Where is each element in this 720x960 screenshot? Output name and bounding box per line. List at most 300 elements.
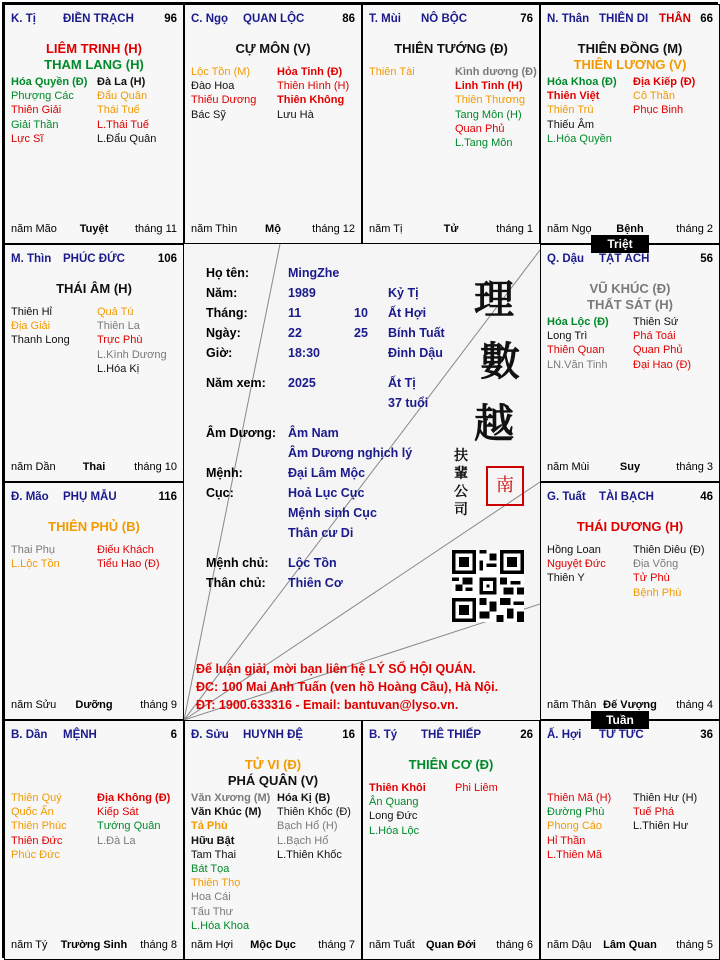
qr-code-icon[interactable] [452, 550, 524, 622]
day-label: Ngày: [206, 326, 241, 340]
minor-star: Tấu Thư [191, 905, 234, 918]
palace-name: THIÊN DI [599, 13, 649, 25]
minor-star: Thiên Hình (H) [277, 80, 350, 93]
main-star: THIÊN PHỦ (B) [48, 519, 140, 534]
minor-star: Văn Khúc (M) [191, 806, 262, 819]
minor-star: Thiên Phúc [11, 820, 67, 833]
minor-stars-left [547, 791, 611, 862]
month-canchi: Ất Hợi [388, 306, 427, 320]
minor-star: L.Bạch Hổ [277, 834, 329, 847]
main-star: TỬ VI (Đ) [244, 757, 302, 772]
palace-branch: G. Tuất [547, 491, 586, 503]
main-stars [185, 41, 361, 57]
palace-branch: K. Tị [11, 13, 36, 25]
minor-star: Thiên La [97, 320, 140, 333]
palace-header [11, 253, 177, 267]
footer-year: năm Thìn [191, 223, 238, 235]
palace-ty [4, 4, 184, 244]
palace-dan [4, 720, 184, 960]
red-seal-stamp: 南 [486, 466, 524, 506]
palace-footer [11, 699, 177, 713]
footer-stage: Mộc Dục [250, 939, 296, 951]
minor-star: Thiếu Dương [191, 94, 257, 107]
minor-stars-right [633, 315, 691, 372]
minor-star: L.Thái Tuế [97, 118, 149, 131]
minor-stars-left [369, 65, 415, 79]
palace-name: TÀI BẠCH [599, 491, 654, 503]
minor-star: Tiểu Hao (Đ) [97, 558, 160, 571]
minor-stars-left [11, 75, 87, 146]
minor-star: Điếu Khách [97, 544, 154, 556]
palace-header [547, 491, 713, 505]
main-stars [541, 519, 719, 535]
age-value: 37 tuổi [388, 396, 429, 410]
minor-star: Hữu Bật [191, 834, 235, 847]
palace-number: 86 [342, 13, 355, 25]
main-stars [541, 281, 719, 313]
palace-header [369, 729, 533, 743]
month-label: Tháng: [206, 306, 248, 320]
menhchu-label: Mệnh chủ: [206, 556, 269, 570]
minor-star: Tam Thai [191, 848, 237, 861]
main-star: PHÁ QUÂN (V) [227, 773, 319, 788]
palace-footer [547, 461, 713, 475]
calligraphy-char-1: 理 [474, 276, 514, 323]
minor-star: Hoa Cái [191, 891, 231, 904]
minor-star: Thai Phụ [11, 544, 56, 556]
palace-ti [362, 720, 540, 960]
year-canchi: Kỷ Tị [388, 286, 419, 300]
contact-line-1: Để luận giải, mời bạn liên hệ LÝ SỐ HỘI QUÁN. [196, 662, 476, 676]
footer-month: tháng 4 [676, 699, 713, 711]
footer-year: năm Mùi [547, 461, 590, 473]
minor-star: Địa Võng [633, 558, 679, 571]
month-lunar: 10 [354, 306, 368, 320]
footer-stage: Thai [82, 461, 106, 473]
minor-star: Đào Hoa [191, 80, 235, 93]
contact-line-3: ĐT: 1900.633316 - Email: bantuvan@lyso.vn. [196, 698, 459, 712]
footer-stage: Dưỡng [75, 699, 113, 711]
minor-star: Đà La (H) [97, 76, 146, 88]
palace-footer [11, 939, 177, 953]
minor-star: Nguyệt Đức [547, 558, 606, 571]
minor-star: Địa Giải [11, 320, 51, 333]
minor-star: Lực Sĩ [11, 132, 44, 145]
minor-star: Quả Tú [97, 306, 134, 318]
minor-star: Thiên Trù [547, 104, 594, 117]
minor-star: LN.Văn Tinh [547, 358, 608, 371]
month-value: 11 [288, 306, 302, 320]
minor-stars-left [11, 305, 70, 348]
palace-footer [369, 223, 533, 237]
palace-number: 56 [700, 253, 713, 265]
minor-star: Thiên Quan [547, 344, 605, 357]
minor-star: Thiên Y [547, 572, 585, 585]
palace-footer [191, 223, 355, 237]
palace-number: 76 [520, 13, 533, 25]
minor-star: Hóa Lộc (Đ) [547, 316, 609, 328]
minor-star: Tang Môn (H) [455, 108, 522, 121]
palace-branch: C. Ngọ [191, 13, 229, 25]
minor-stars-right [277, 791, 351, 862]
main-star: THIÊN LƯƠNG (V) [573, 57, 687, 72]
hour-canchi: Đinh Dậu [388, 346, 443, 360]
palace-footer [11, 223, 177, 237]
minor-star: Thái Tuế [97, 104, 140, 117]
palace-footer [369, 939, 533, 953]
minor-stars-left [11, 791, 67, 862]
minor-star: Thiên Sứ [633, 316, 679, 328]
minor-stars-right [633, 543, 705, 600]
minor-stars-right [97, 543, 160, 571]
than-position: Thân cư Di [288, 526, 354, 540]
palace-header [191, 13, 355, 27]
minor-star: L.Đẩu Quân [97, 132, 157, 145]
minor-stars-right [633, 75, 695, 118]
minor-star: Phong Cáo [547, 820, 603, 833]
footer-stage: Tử [443, 223, 459, 235]
palace-branch: T. Mùi [369, 13, 401, 25]
palace-number: 46 [700, 491, 713, 503]
calligraphy-small-2: 輩 [454, 466, 468, 482]
minor-star: Thiên Mã (H) [547, 792, 612, 804]
minor-star: Hồng Loan [547, 544, 601, 556]
minor-star: Long Trì [547, 330, 588, 343]
footer-month: tháng 7 [318, 939, 355, 951]
minor-star: Kiếp Sát [97, 806, 139, 819]
minor-stars-left [547, 543, 606, 586]
minor-star: L.Hóa Kị [97, 362, 140, 375]
minor-stars-right [277, 65, 349, 122]
minor-star: Bệnh Phù [633, 586, 682, 599]
amduong-label: Âm Dương: [206, 426, 277, 440]
minor-star: L.Đà La [97, 834, 136, 847]
footer-stage: Suy [619, 461, 641, 473]
footer-year: năm Hợi [191, 939, 234, 951]
minor-star: Thiên Quý [11, 792, 62, 804]
palace-number: 116 [158, 491, 177, 503]
minor-star: Lưu Hà [277, 108, 314, 121]
minor-star: Hóa Quyền (Đ) [11, 76, 88, 88]
footer-stage: Tuyệt [79, 223, 109, 235]
thanchu-label: Thân chủ: [206, 576, 266, 590]
minor-stars-left [369, 781, 426, 838]
palace-header [547, 729, 713, 743]
minor-star: Thiên Không [277, 94, 345, 107]
minor-star: Phượng Các [11, 90, 74, 103]
minor-star: Văn Xương (M) [191, 792, 271, 804]
tuan-marker: Tuần [591, 711, 649, 729]
minor-star: Phá Toái [633, 330, 676, 343]
menhchu-value: Lộc Tồn [288, 556, 337, 570]
minor-star: Tả Phù [191, 820, 228, 833]
main-star: THIÊN TƯỚNG (Đ) [394, 41, 508, 56]
main-star: THIÊN ĐỒNG (M) [577, 41, 683, 56]
menh-label: Mệnh: [206, 466, 243, 480]
main-stars [363, 41, 539, 57]
minor-star: Lộc Tồn (M) [191, 66, 251, 78]
footer-year: năm Tuất [369, 939, 415, 951]
minor-star: L.Thiên Hư [633, 820, 689, 833]
palace-branch: M. Thìn [11, 253, 52, 265]
palace-branch: B. Dần [11, 729, 48, 741]
footer-stage: Trường Sinh [60, 939, 128, 951]
minor-stars-right [455, 781, 498, 795]
footer-month: tháng 11 [134, 223, 177, 235]
minor-star: Hóa Khoa (Đ) [547, 76, 617, 88]
palace-header [11, 729, 177, 743]
minor-star: Trực Phù [97, 334, 143, 347]
palace-name: HUYNH ĐỆ [243, 729, 304, 741]
minor-star: Đẩu Quân [97, 90, 148, 103]
main-stars [185, 757, 361, 789]
palace-branch: B. Tý [369, 729, 398, 741]
view-year-canchi: Ất Tị [388, 376, 416, 390]
amduong-value: Âm Nam [288, 426, 339, 440]
footer-month: tháng 6 [496, 939, 533, 951]
footer-month: tháng 3 [676, 461, 713, 473]
calligraphy-small-1: 扶 [454, 448, 468, 464]
footer-year: năm Dậu [547, 939, 592, 951]
main-star: THÁI ÂM (H) [56, 281, 132, 296]
palace-branch: Ấ. Hợi [547, 729, 582, 741]
day-canchi: Bính Tuất [388, 326, 445, 340]
minor-star: Tử Phù [633, 572, 670, 585]
footer-stage: Bệnh [616, 223, 644, 235]
main-star: THÁI DƯƠNG (H) [576, 519, 684, 534]
minor-stars-right [455, 65, 537, 150]
cuc-relation: Mệnh sinh Cục [288, 506, 377, 520]
footer-month: tháng 12 [312, 223, 355, 235]
palace-header [11, 13, 177, 27]
minor-star: Hỏa Tinh (Đ) [277, 66, 343, 78]
footer-month: tháng 8 [140, 939, 177, 951]
cuc-label: Cục: [206, 486, 234, 500]
palace-name: TẬT ÁCH [599, 253, 650, 265]
palace-header [191, 729, 355, 743]
palace-mao [4, 482, 184, 720]
palace-number: 96 [164, 13, 177, 25]
minor-star: Đại Hao (Đ) [633, 358, 692, 371]
minor-star: L.Lộc Tồn [11, 558, 60, 571]
calligraphy-small-3: 公 [454, 484, 468, 500]
minor-star: Bác Sỹ [191, 108, 226, 121]
minor-star: Quan Phủ [455, 122, 505, 135]
palace-branch: Q. Dậu [547, 253, 585, 265]
minor-stars-left [547, 315, 609, 372]
palace-hoi [540, 720, 720, 960]
minor-stars-right [633, 791, 697, 834]
palace-number: 106 [157, 253, 177, 265]
minor-star: Thiên Việt [547, 90, 600, 103]
main-star: THẤT SÁT (H) [587, 297, 673, 312]
tuvi-chart [2, 2, 718, 958]
palace-name: PHỤ MẪU [63, 491, 117, 503]
minor-star: Tướng Quân [97, 820, 161, 833]
minor-star: Thiên Giải [11, 104, 62, 117]
minor-stars-left [191, 65, 256, 122]
view-year-label: Năm xem: [206, 376, 266, 390]
palace-name: NÔ BỘC [421, 13, 467, 25]
name-value: MingZhe [288, 266, 340, 280]
footer-year: năm Ngọ [547, 223, 592, 235]
calligraphy-small-4: 司 [454, 502, 468, 518]
minor-stars-right [97, 791, 170, 848]
palace-tuat [540, 482, 720, 720]
main-stars [363, 757, 539, 773]
main-stars [5, 41, 183, 73]
main-star: CỰ MÔN (V) [235, 41, 311, 56]
palace-name: TỬ TỨC [599, 729, 644, 741]
palace-header [369, 13, 533, 27]
minor-star: L.Tang Môn [455, 136, 513, 149]
minor-star: Linh Tinh (H) [455, 80, 523, 93]
minor-star: L.Thiên Khốc [277, 848, 342, 861]
palace-footer [191, 939, 355, 953]
view-year-value: 2025 [288, 376, 316, 390]
minor-star: Địa Không (Đ) [97, 792, 171, 804]
day-lunar: 25 [354, 326, 368, 340]
minor-star: Thiên Khôi [369, 782, 426, 794]
minor-star: Hóa Kị (B) [277, 792, 331, 804]
palace-dau [540, 244, 720, 482]
palace-branch: Đ. Mão [11, 491, 49, 503]
minor-star: L.Hóa Lộc [369, 824, 420, 837]
minor-star: Thiếu Âm [547, 118, 595, 131]
minor-star: L.Kình Dương [97, 348, 167, 361]
footer-month: tháng 5 [676, 939, 713, 951]
main-star: VŨ KHÚC (Đ) [589, 281, 671, 296]
palace-branch: Đ. Sửu [191, 729, 229, 741]
palace-header [11, 491, 177, 505]
minor-star: Thiên Hư (H) [633, 792, 698, 804]
palace-branch: N. Thân [547, 13, 590, 25]
palace-name: THÊ THIẾP [421, 729, 482, 741]
footer-stage: Mộ [265, 223, 281, 235]
minor-stars-left [191, 791, 270, 933]
minor-star: Ân Quang [369, 796, 419, 809]
footer-year: năm Tý [11, 939, 48, 951]
menh-value: Đại Lâm Mộc [288, 466, 366, 480]
thanchu-value: Thiên Cơ [288, 576, 343, 590]
palace-footer [11, 461, 177, 475]
palace-thin [4, 244, 184, 482]
palace-than [540, 4, 720, 244]
footer-month: tháng 10 [134, 461, 177, 473]
palace-footer [547, 939, 713, 953]
footer-year: năm Thân [547, 699, 597, 711]
main-star: THIÊN CƠ (Đ) [408, 757, 494, 772]
footer-stage: Đế Vượng [603, 699, 657, 711]
palace-mui [362, 4, 540, 244]
palace-header [547, 13, 713, 27]
minor-star: Hỉ Thần [547, 834, 586, 847]
palace-name: ĐIỀN TRẠCH [63, 13, 134, 25]
minor-star: Đường Phù [547, 806, 605, 819]
minor-star: Giải Thần [11, 118, 59, 131]
minor-star: Thiên Tài [369, 66, 415, 78]
minor-star: Tuế Phá [633, 806, 675, 819]
minor-star: Thiên Khốc (Đ) [277, 806, 351, 819]
palace-number: 36 [700, 729, 713, 741]
minor-stars-right [97, 75, 156, 146]
center-info-panel [184, 244, 540, 720]
contact-line-2: ĐC: 100 Mai Anh Tuấn (ven hồ Hoàng Cầu), Hà Nội. [196, 680, 499, 694]
palace-number: 6 [170, 729, 177, 741]
minor-star: Bát Tọa [191, 862, 230, 875]
palace-name: PHÚC ĐỨC [63, 253, 125, 265]
year-label: Năm: [206, 286, 238, 300]
minor-star: L.Thiên Mã [547, 848, 603, 861]
palace-suu [184, 720, 362, 960]
minor-star: L.Hóa Quyền [547, 132, 612, 145]
footer-stage: Quan Đới [426, 939, 476, 951]
minor-star: Thiên Đức [11, 834, 63, 847]
minor-star: Phi Liêm [455, 782, 498, 794]
hour-label: Giờ: [206, 346, 233, 360]
minor-star: L.Hóa Khoa [191, 919, 250, 932]
amduong-relation: Âm Dương nghịch lý [288, 446, 413, 460]
main-stars [5, 519, 183, 535]
minor-stars-left [11, 543, 60, 571]
main-stars [541, 41, 719, 73]
main-star: THAM LANG (H) [44, 57, 144, 72]
minor-stars-right [97, 305, 167, 376]
year-value: 1989 [288, 286, 316, 300]
main-stars [5, 281, 183, 297]
footer-year: năm Dần [11, 461, 56, 473]
minor-star: Địa Kiếp (Đ) [633, 76, 696, 88]
minor-star: Kình dương (Đ) [455, 66, 537, 78]
minor-star: Quan Phủ [633, 344, 683, 357]
minor-star: Phục Binh [633, 104, 684, 117]
minor-star: Thiên Hỉ [11, 306, 52, 318]
minor-star: Thiên Thọ [191, 877, 241, 890]
minor-star: Quốc Ấn [11, 806, 54, 819]
footer-month: tháng 2 [676, 223, 713, 235]
palace-number: 66 [700, 13, 713, 25]
footer-month: tháng 9 [140, 699, 177, 711]
palace-number: 16 [342, 729, 355, 741]
calligraphy-char-2: 數 [480, 338, 520, 385]
palace-name: QUAN LỘC [243, 13, 305, 25]
footer-year: năm Tị [369, 223, 403, 235]
minor-star: Phúc Đức [11, 848, 60, 861]
footer-year: năm Sửu [11, 699, 57, 711]
footer-year: năm Mão [11, 223, 57, 235]
minor-star: Long Đức [369, 810, 418, 823]
palace-header [547, 253, 713, 267]
name-label: Họ tên: [206, 266, 250, 280]
hour-value: 18:30 [288, 346, 320, 360]
than-label: THÂN [659, 13, 691, 25]
palace-number: 26 [520, 729, 533, 741]
footer-month: tháng 1 [496, 223, 533, 235]
footer-stage: Lâm Quan [603, 939, 657, 951]
minor-star: Cô Thần [633, 90, 675, 103]
main-star: LIÊM TRINH (H) [45, 41, 143, 56]
palace-ngo [184, 4, 362, 244]
triet-marker: Triệt [591, 235, 649, 253]
day-value: 22 [288, 326, 302, 340]
calligraphy-char-3: 越 [474, 400, 514, 447]
minor-star: Thanh Long [11, 334, 70, 347]
cuc-value: Hoả Lục Cục [288, 486, 365, 500]
minor-stars-left [547, 75, 617, 146]
palace-name: MỆNH [63, 729, 97, 741]
minor-star: Thiên Thương [455, 94, 526, 107]
minor-star: Bạch Hổ (H) [277, 820, 338, 833]
